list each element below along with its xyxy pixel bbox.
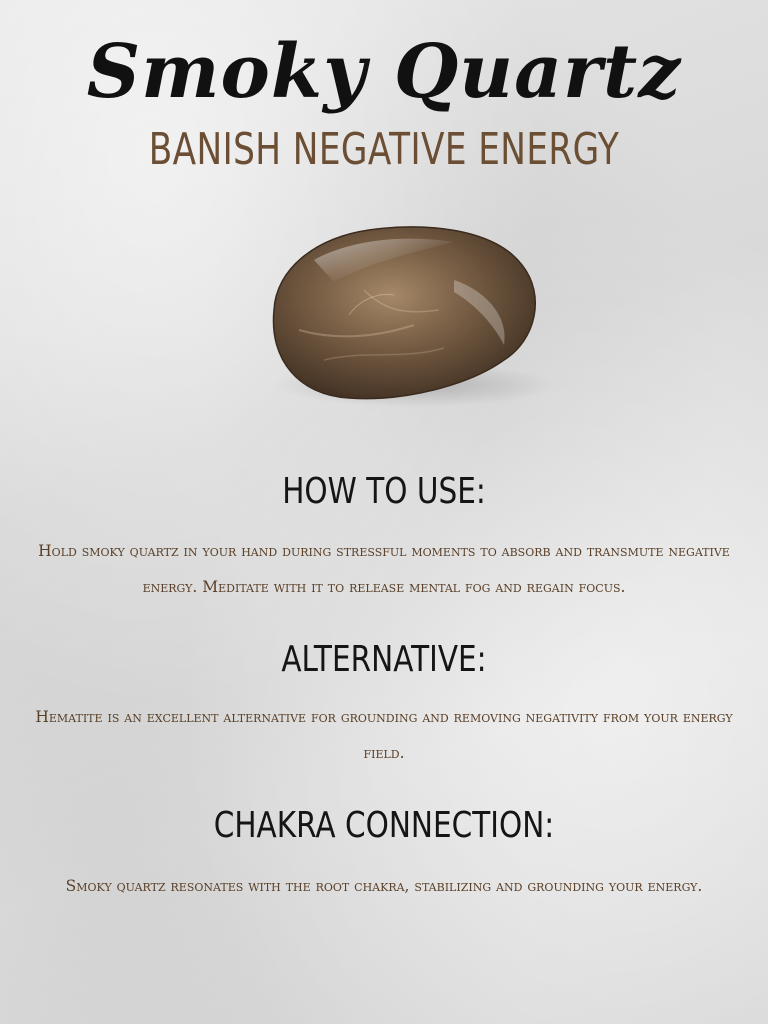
page-subtitle: BANISH NEGATIVE ENERGY: [148, 124, 620, 175]
how-to-use-text: Hold smoky quartz in your hand during stressful moments to absorb and transmute negative energy. Meditate with it to release mental fog and regain focus.: [38, 542, 730, 596]
alternative-heading: ALTERNATIVE:: [281, 639, 487, 680]
chakra-connection-heading: CHAKRA CONNECTION:: [213, 805, 555, 846]
chakra-connection-text: Smoky quartz resonates with the root chakra, stabilizing and grounding your energy.: [65, 877, 703, 895]
how-to-use-heading: HOW TO USE:: [282, 471, 486, 512]
smoky-quartz-stone-icon: [254, 220, 554, 410]
alternative-text: Hematite is an excellent alternative for grounding and removing negativity from your energy field.: [35, 708, 733, 762]
page-title: Smoky Quartz: [86, 29, 682, 115]
